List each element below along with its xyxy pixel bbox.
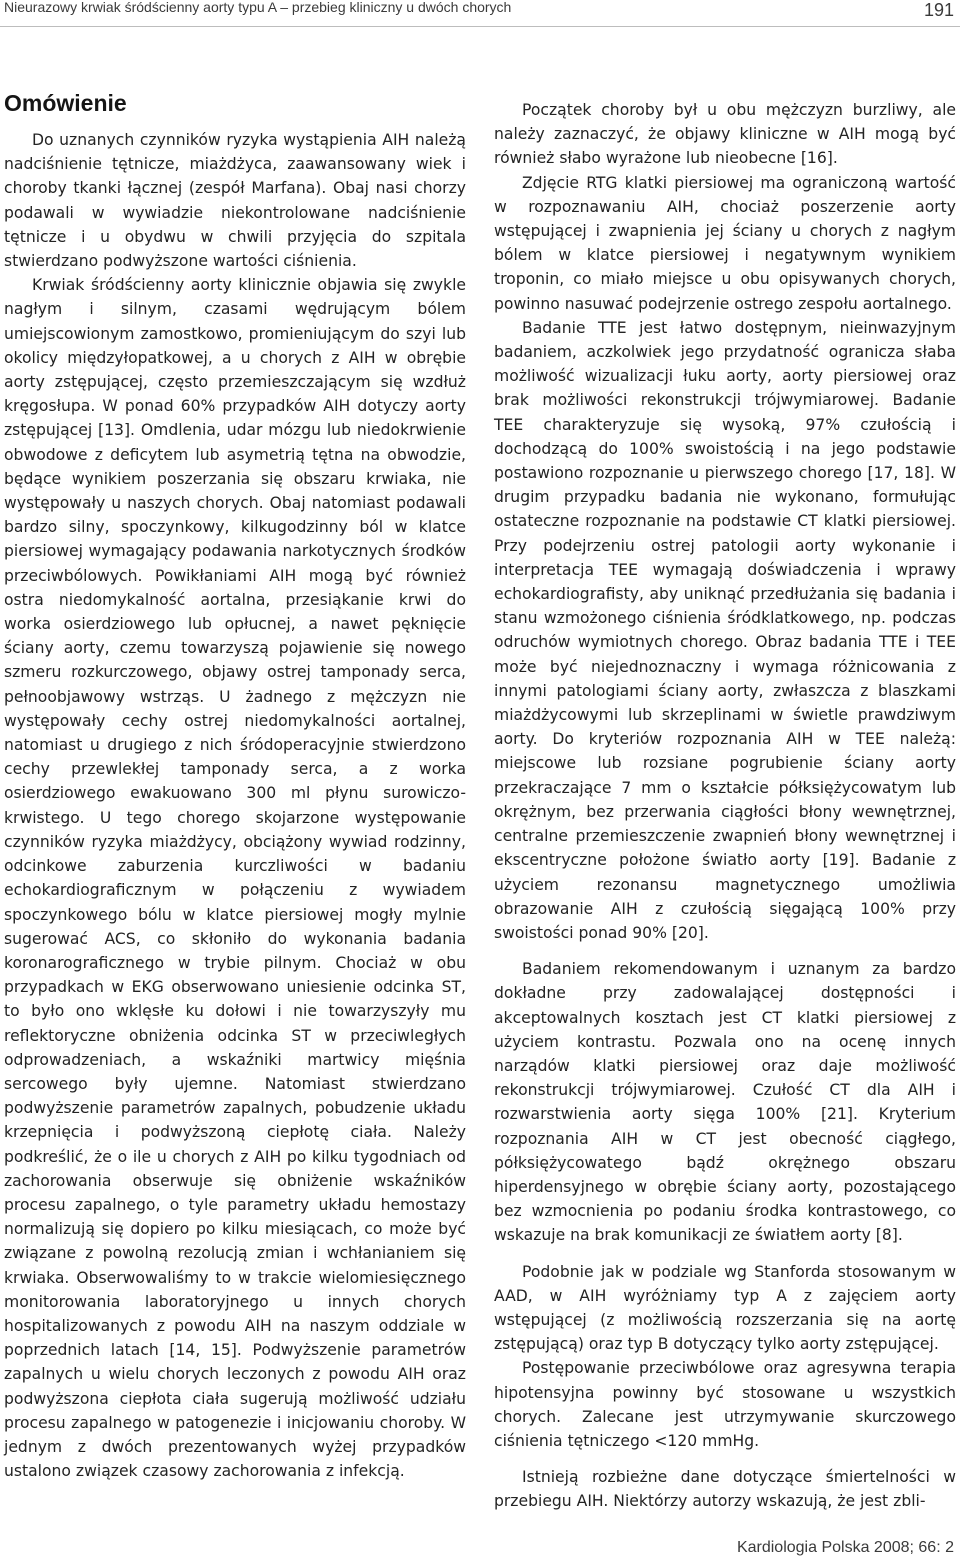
paragraph: Do uznanych czynników ryzyka wystąpienia AIH należą nadciśnienie tętnicze, miażdżyca, zaawansowany wiek i choroby tkanki łącznej (zespół Marfana). Obaj nasi chorzy podawali w wywiadzie niekontrolowane nadciśnienie tętnicze i u obydwu w chwili przyjęcia do szpitala stwierdzano podwyższone wartości ciśnienia. xyxy=(4,131,466,271)
section-heading: Omówienie xyxy=(4,90,127,116)
right-column xyxy=(494,98,956,1514)
paragraph: Podobnie jak w podziale wg Stanforda stosowanym w AAD, w AIH wyróżniamy typ A z zajęciem aorty wstępującej (z możliwością rozszerzania się na aortę zstępującą) oraz typ B dotyczący tylko aorty zstępującej. xyxy=(494,1262,956,1354)
paragraph: Postępowanie przeciwbólowe oraz agresywna terapia hipotensyjna powinny być stosowane u wszystkich chorych. Zalecane jest utrzymywanie skurczowego ciśnienia tętniczego <120 mmHg. xyxy=(494,1359,956,1450)
running-title: Nieurazowy krwiak śródścienny aorty typu A – przebieg kliniczny u dwóch chorych xyxy=(4,0,512,15)
page-header xyxy=(0,0,960,28)
paragraph: Początek choroby był u obu mężczyzn burzliwy, ale należy zaznaczyć, że objawy kliniczne w AIH mogą być również słabo wyrażone lub nieobecne [16]. xyxy=(494,101,956,168)
journal-footer: Kardiologia Polska 2008; 66: 2 xyxy=(736,1539,954,1556)
header-divider xyxy=(0,26,960,27)
paragraph: Badanie TTE jest łatwo dostępnym, nieinwazyjnym badaniem, aczkolwiek jego przydatność ogranicza słaba możliwość wizualizacji łuku aorty, aorty piersiowej oraz brak możliwości rekonstrukcji trójwymiarowej. Badanie TEE charakteryzuje się wysoką, 97% czułością i dochodzącą do 100% swoistością i na jego podstawie postawiono rozpoznanie u pierwszego chorego [17, 18]. W drugim przypadku badania nie wykonano, formułując ostateczne rozpoznanie na podstawie CT klatki piersiowej. Przy podejrzeniu ostrej patologii aorty wykonanie i interpretacja TEE wymagają doświadczenia i wprawy echokardiografisty, aby uniknąć przedłużania się badania i stanu wzmożonego ciśnienia śródklatkowego, np. podczas odruchów wymiotnych chorego. Obraz badania TTE i TEE może być niejednoznaczny i wymaga różnicowania z innymi patologiami ściany aorty, zwłaszcza z blaszkami miażdżycowymi lub skrzeplinami w świetle prawdziwym aorty. Do kryteriów rozpoznania AIH w TEE należą: miejscowe lub rozsiane pogrubienie ściany aorty przekraczające 7 mm o kształcie półksiężycowatym lub okrężnym, bez przerwania ciągłości błony wewnętrznej, centralne przemieszczenie zwapnień błony wewnętrznej i ekscentryczne położone światło aorty [19]. Badanie z użyciem rezonansu magnetycznego umożliwia obrazowanie AIH z czułością sięgającą 100% przy swoistości ponad 90% [20]. xyxy=(494,318,956,942)
paragraph: Zdjęcie RTG klatki piersiowej ma ograniczoną wartość w rozpoznawaniu AIH, chociaż poszerzenie aorty wstępującej i zwapnienia jej ściany u chorych z nagłym bólem w klatce piersiowej i negatywnym wynikiem troponin, co miało miejsce u obu opisywanych chorych, powinno nasuwać podejrzenie ostrego zespołu aortalnego. xyxy=(494,173,956,313)
paragraph: Krwiak śródścienny aorty klinicznie objawia się zwykle nagłym i silnym, czasami wędrującym bólem umiejscowionym zamostkowo, promieniującym do szyi lub okolicy międzyłopatkowej, a u chorych z AIH w obrębie aorty zstępującej, często przemieszczającym się wzdłuż kręgosłupa. W ponad 60% przypadków AIH dotyczy aorty zstępującej [13]. Omdlenia, udar mózgu lub niedokrwienie obwodowe z deficytem lub asymetrią tętna na obwodzie, będące wynikiem poszerzania się obszaru krwiaka, nie występowały u naszych chorych. Obaj natomiast podawali bardzo silny, spoczynkowy, kilkugodzinny ból w klatce piersiowej wymagający podawania narkotycznych środków przeciwbólowych. Powikłaniami AIH mogą być również ostra niedomykalność aortalna, przesiąkanie krwi do worka osierdziowego lub opłucnej, a nawet pęknięcie ściany aorty, czemu towarzyszą pojawienie się nowego szmeru rozkurczowego, objawy ostrej tamponady serca, pełnoobjawowy wstrząs. U żadnego z mężczyzn nie występowały cechy ostrej niedomykalności aortalnej, natomiast u drugiego z nich śródoperacyjnie stwierdzono cechy przewlekłej tamponady serca, a z worka osierdziowego ewakuowano 300 ml płynu surowiczo-krwistego. U tego chorego skojarzone występowanie czynników ryzyka miażdżycy, obciążony wywiad rodzinny, odcinkowe zaburzenia kurczliwości w badaniu echokardiograficznym w połączeniu z wywiadem spoczynkowego bólu w klatce piersiowej mogły mylnie sugerować ACS, co skłoniło do wykonania badania koronarograficznego w trybie pilnym. Chociaż w obu przypadkach w EKG obserwowano uniesienie odcinka ST, to było ono wklęsłe ku dołowi i nie towarzyszyły mu reflektoryczne obniżenia odcinka ST w przeciwległych odprowadzeniach, a wskaźniki martwicy mięśnia sercowego były ujemne. Natomiast stwierdzano podwyższenie parametrów zapalnych, pobudzenie układu krzepnięcia i podwyższoną ciepłotę ciała. Należy podkreślić, że o ile u chorych z AIH po kilku tygodniach od zachorowania obserwuje się obniżenie wskaźników procesu zapalnego, o tyle parametry układu hemostazy normalizują się dopiero po kilku miesiącach, co może być związane z powolną rezolucją zmian i wchłanianiem się krwiaka. Obserwowaliśmy to w trakcie wielomiesięcznego monitorowania laboratoryjnego u innych chorych hospitalizowanych z powodu AIH na naszym oddziale w poprzednich latach [14, 15]. Podwyższenie parametrów zapalnych u wielu chorych leczonych z powodu AIH oraz podwyższona ciepłota ciała sugerują możliwość udziału procesu zapalnego w patogenezie i inicjowaniu choroby. W jednym z dwóch prezentowanych wyżej przypadków ustalono związek czasowy zachorowania z infekcją. xyxy=(4,276,466,1481)
left-column xyxy=(4,98,466,1483)
page-number: 191 xyxy=(923,0,954,20)
paragraph: Istnieją rozbieżne dane dotyczące śmiertelności w przebiegu AIH. Niektórzy autorzy wskazują, że jest zbli- xyxy=(494,1468,956,1511)
paragraph: Badaniem rekomendowanym i uznanym za bardzo dokładne przy zadowalającej dostępności i akceptowalnych kosztach jest CT klatki piersiowej z użyciem kontrastu. Pozwala ono na ocenę innych narządów klatki piersiowej oraz daje możliwość rekonstrukcji trójwymiarowej. Czułość CT dla AIH i rozwarstwienia aorty sięga 100% [21]. Kryterium rozpoznania AIH w CT jest obecność ciągłego, półksiężycowatego bądź okrężnego obszaru hiperdensyjnego w obrębie ściany aorty, pozostającego bez wzmocnienia po podaniu środka kontrastowego, co wskazuje na brak komunikacji ze światłem aorty [8]. xyxy=(494,960,956,1245)
